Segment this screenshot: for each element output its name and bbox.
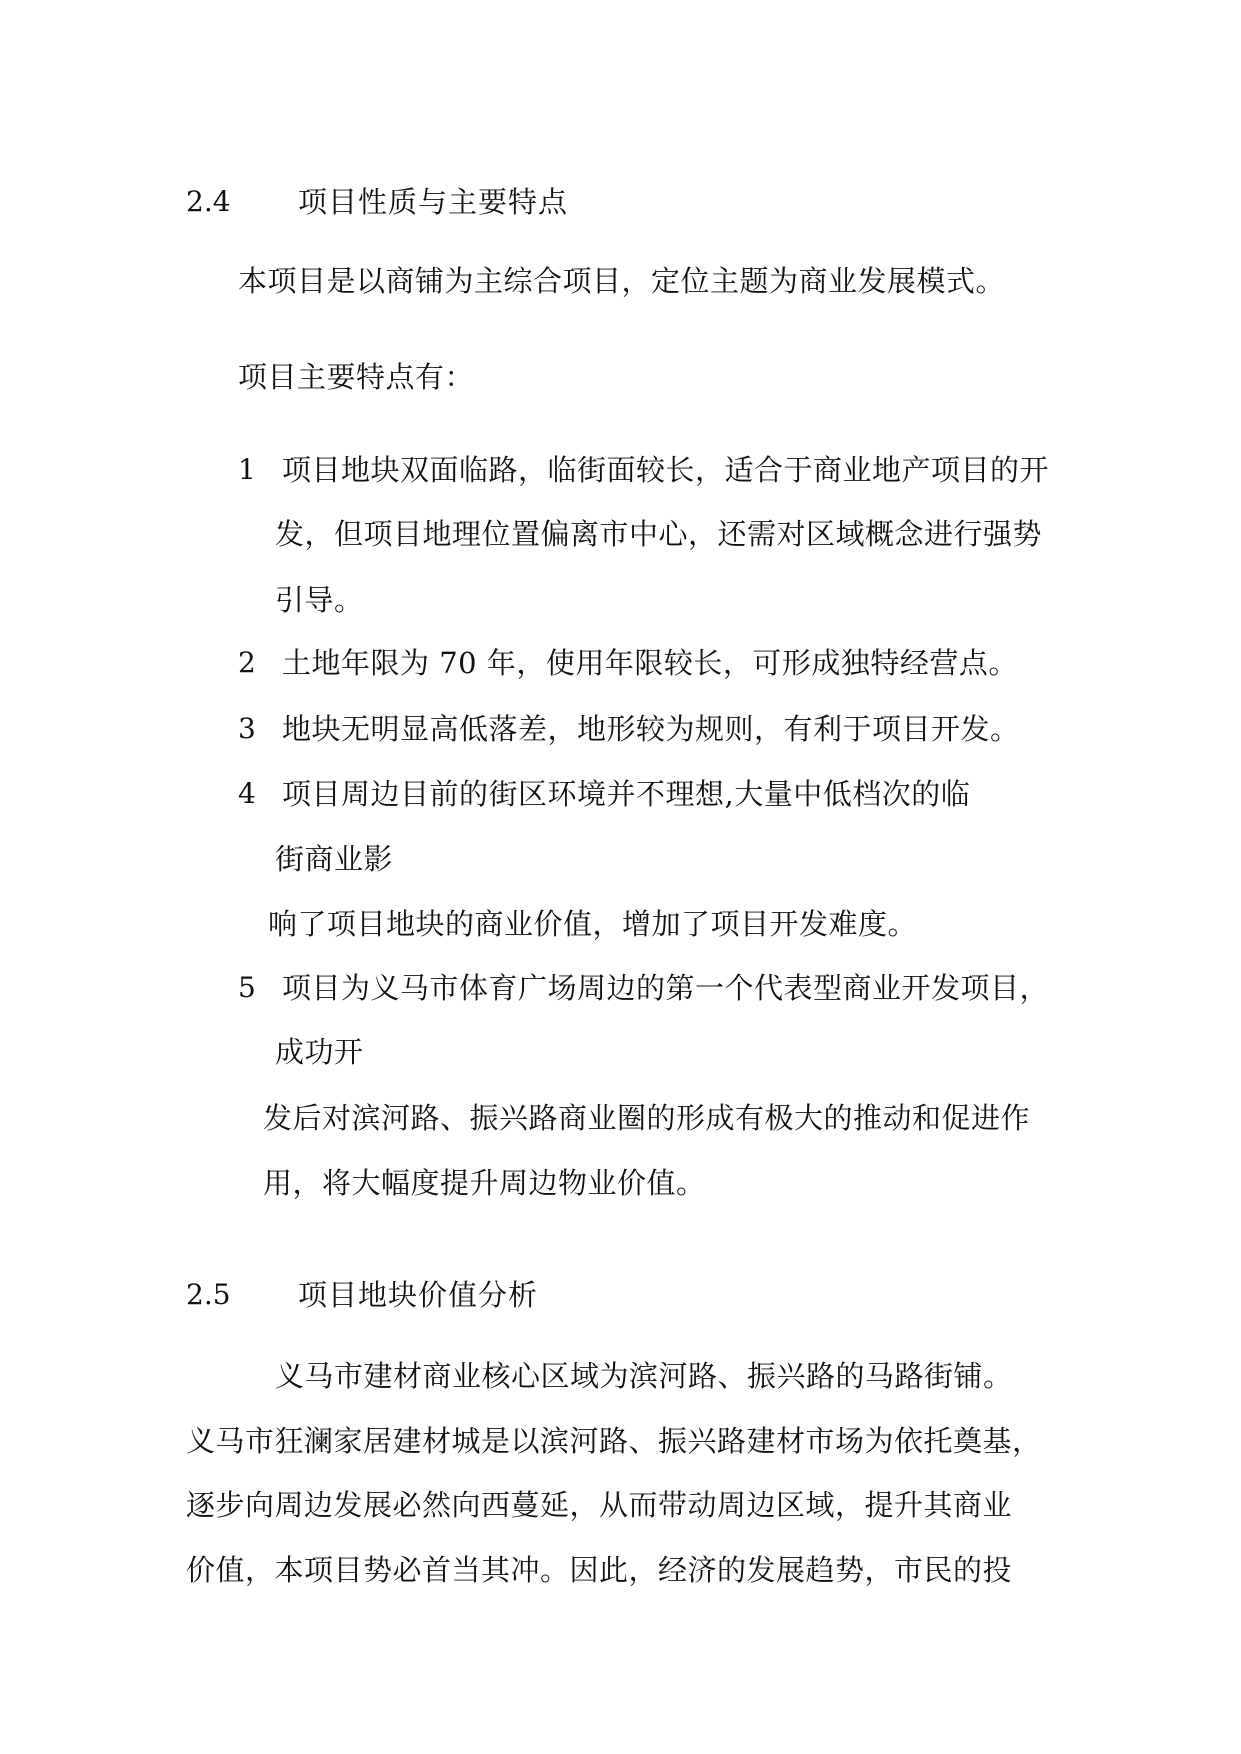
list-item-text: 项目为义马市体育广场周边的第一个代表型商业开发项目， bbox=[282, 971, 1050, 1005]
paragraph-line: 义马市建材商业核心区域为滨河路、振兴路的马路街铺。 bbox=[275, 1359, 1013, 1393]
paragraph-line: 义马市狂澜家居建材城是以滨河路、振兴路建材市场为依托奠基， bbox=[186, 1424, 1042, 1458]
list-item-text: 引导。 bbox=[275, 583, 364, 617]
list-item-number: 2 bbox=[238, 646, 256, 679]
list-item-text: 用，将大幅度提升周边物业价值。 bbox=[263, 1166, 706, 1200]
list-item-number: 4 bbox=[238, 777, 256, 810]
list-item-text: 土地年限为 70 年，使用年限较长，可形成独特经营点。 bbox=[282, 646, 1018, 680]
list-item-text: 街商业影 bbox=[275, 842, 394, 876]
list-item-text: 地块无明显高低落差，地形较为规则，有利于项目开发。 bbox=[282, 712, 1020, 746]
list-item-number: 3 bbox=[238, 712, 256, 745]
list-item-number: 1 bbox=[238, 453, 256, 486]
list-item-text: 项目地块双面临路，临街面较长，适合于商业地产项目的开 bbox=[282, 453, 1050, 487]
list-item-number: 5 bbox=[238, 971, 256, 1004]
features-label: 项目主要特点有： bbox=[238, 360, 475, 394]
intro-paragraph: 本项目是以商铺为主综合项目，定位主题为商业发展模式。 bbox=[238, 264, 1006, 298]
paragraph-line: 逐步向周边发展必然向西蔓延，从而带动周边区域，提升其商业 bbox=[186, 1488, 1013, 1522]
list-item-text: 项目周边目前的街区环境并不理想,大量中低档次的临 bbox=[282, 777, 971, 811]
section-title: 项目性质与主要特点 bbox=[298, 185, 569, 219]
section-number: 2.5 bbox=[186, 1278, 231, 1311]
paragraph-line: 价值，本项目势必首当其冲。因此，经济的发展趋势，市民的投 bbox=[186, 1553, 1013, 1587]
list-item-text: 发，但项目地理位置偏离市中心，还需对区域概念进行强势 bbox=[275, 517, 1043, 551]
list-item-text: 发后对滨河路、振兴路商业圈的形成有极大的推动和促进作 bbox=[263, 1101, 1031, 1135]
section-number: 2.4 bbox=[186, 185, 231, 218]
list-item-text: 响了项目地块的商业价值，增加了项目开发难度。 bbox=[268, 907, 918, 941]
section-title: 项目地块价值分析 bbox=[298, 1278, 539, 1312]
list-item-text: 成功开 bbox=[275, 1035, 364, 1069]
